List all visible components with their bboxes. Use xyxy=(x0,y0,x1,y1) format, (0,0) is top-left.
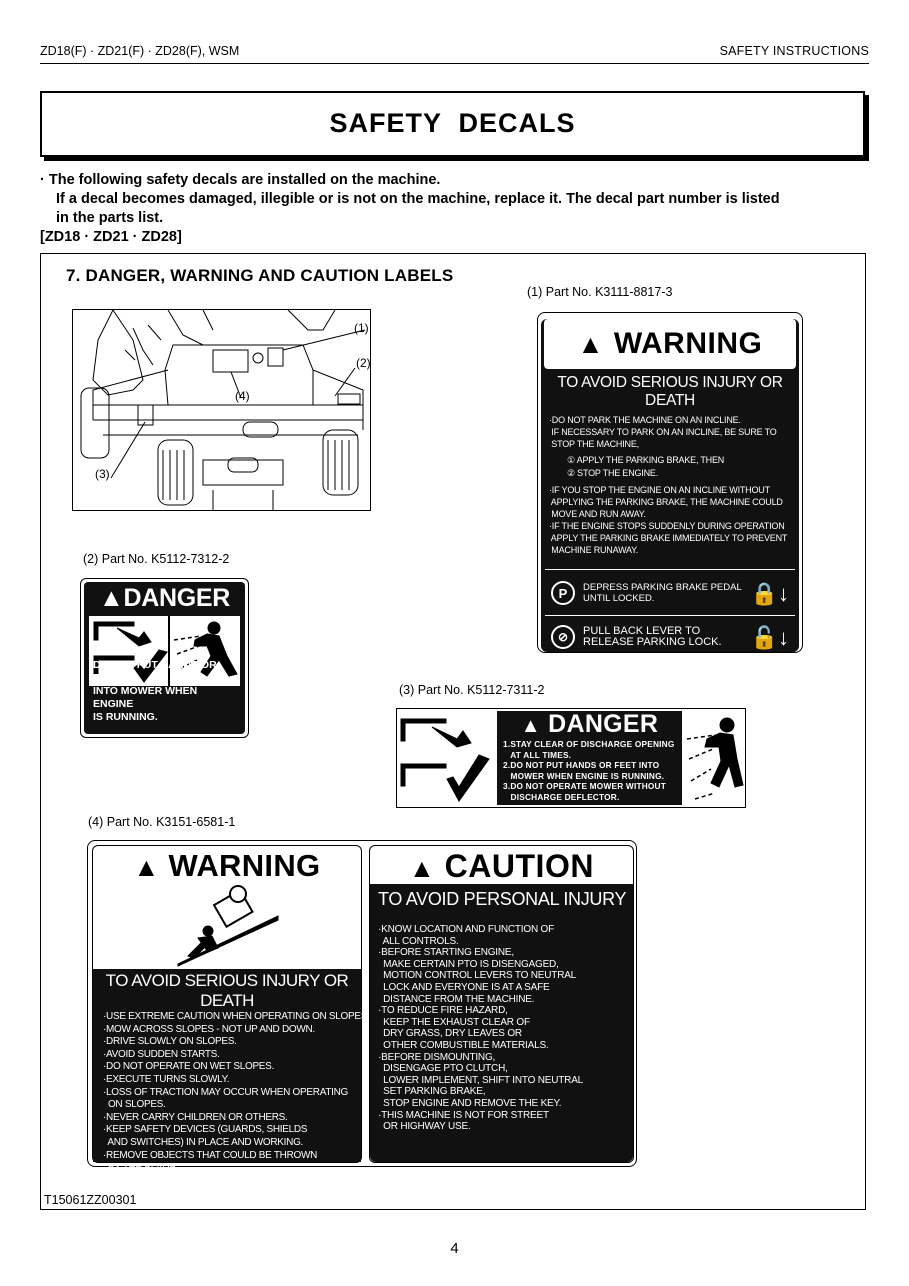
decal4-warning-line: ON SLOPES. xyxy=(103,1099,166,1111)
decal2-line: INTO MOWER WHEN ENGINE xyxy=(93,685,198,710)
decal3-line: 3.DO NOT OPERATE MOWER WITHOUT xyxy=(503,781,667,791)
warning-triangle-icon: ▲ xyxy=(577,328,604,359)
parking-release-icon: ⊘ xyxy=(551,625,575,649)
decal4-warning-line: AND SWITCHES) IN PLACE AND WORKING. xyxy=(103,1136,304,1148)
decal4-warning-line: READ AND UNDERSTAND OPERATOR'S MANUAL. xyxy=(103,1174,341,1186)
decal4-caution-line: SET PARKING BRAKE, xyxy=(378,1086,486,1098)
decal4-caution-line: LOWER IMPLEMENT, SHIFT INTO NEUTRAL xyxy=(378,1074,584,1086)
decal2-line: IS RUNNING. xyxy=(93,711,158,723)
decal4-caution-line: LOCK AND EVERYONE IS AT A SAFE xyxy=(378,981,550,993)
decal3-line: MOWER WHEN ENGINE IS RUNNING. xyxy=(503,770,665,781)
decal4-warning-line: ·USE EXTREME CAUTION WHEN OPERATING ON SLOPES. xyxy=(103,1011,370,1022)
decal1-line: MOVE AND RUN AWAY. xyxy=(549,509,646,519)
mower-hand-pictogram xyxy=(397,709,497,809)
decal4-caution-line: MOTION CONTROL LEVERS TO NEUTRAL xyxy=(378,970,577,982)
callout-3: (3) xyxy=(95,467,110,481)
decal2-heading: DANGER xyxy=(123,584,230,612)
decal4-caution-line: KEEP THE EXHAUST CLEAR OF xyxy=(378,1016,530,1028)
decal4-warning-heading: WARNING xyxy=(168,848,321,883)
decal3-center xyxy=(497,711,682,805)
header-model: ZD18(F) · ZD21(F) · ZD28(F), WSM xyxy=(40,44,240,58)
decal4-caution-line: ·KNOW LOCATION AND FUNCTION OF xyxy=(378,924,555,935)
decal3-line: DISCHARGE DEFLECTOR. xyxy=(503,791,620,802)
decal4-caution-line: ·THIS MACHINE IS NOT FOR STREET xyxy=(378,1109,549,1121)
rollover-pictogram xyxy=(178,886,278,966)
decal1-line: STOP THE MACHINE, xyxy=(549,439,639,449)
decal4-caution-line: MAKE CERTAIN PTO IS DISENGAGED, xyxy=(378,958,559,970)
decal1-line: IF NECESSARY TO PARK ON AN INCLINE, BE SURE TO xyxy=(549,427,777,437)
decal3-line: AT ALL TIMES. xyxy=(503,749,572,760)
decal1-release-row xyxy=(541,617,799,657)
decal1-box2-line2: RELEASE PARKING LOCK. xyxy=(583,636,722,648)
decal1-line: ·IF THE ENGINE STOPS SUDDENLY DURING OPERATION xyxy=(549,521,785,531)
danger-triangle-icon: ▲ xyxy=(520,715,541,737)
parking-brake-icon: P xyxy=(551,581,575,605)
decal4-caution-line: ·TO REDUCE FIRE HAZARD, xyxy=(378,1005,508,1017)
decal2-caption: (2) Part No. K5112-7312-2 xyxy=(83,552,230,566)
callout-4: (4) xyxy=(235,389,250,403)
page-title: SAFETY DECALS xyxy=(329,108,576,138)
danger-triangle-icon: ▲ xyxy=(99,584,124,612)
decal4-warning-line: ·MOW ACROSS SLOPES - NOT UP AND DOWN. xyxy=(103,1023,315,1035)
decal4-warning-subheading: TO AVOID SERIOUS INJURY OR DEATH xyxy=(105,971,349,1010)
decal4-warning-caution xyxy=(87,840,637,1186)
thrown-object-pictogram xyxy=(685,709,745,809)
pedal-lock-icon: 🔒↓ xyxy=(750,580,789,606)
warning-triangle-icon: ▲ xyxy=(133,852,160,882)
decal4-warning-line: ·LOSS OF TRACTION MAY OCCUR WHEN OPERATING xyxy=(103,1086,349,1098)
decal1-box1-line1: DEPRESS PARKING BRAKE PEDAL xyxy=(583,582,742,593)
decal4-caution-line: OTHER COMBUSTIBLE MATERIALS. xyxy=(378,1039,549,1051)
section-title: 7. DANGER, WARNING AND CAUTION LABELS xyxy=(66,266,454,285)
machine-location-figure xyxy=(72,309,371,511)
decal4-caption: (4) Part No. K3151-6581-1 xyxy=(88,815,236,829)
decal4-caution-line: ALL CONTROLS. xyxy=(378,935,459,947)
decal4-caution-header xyxy=(370,846,633,885)
decal3-heading: DANGER xyxy=(548,710,659,738)
decal1-line: ·DO NOT PARK THE MACHINE ON AN INCLINE. xyxy=(549,415,741,425)
decal1-line: MACHINE RUNAWAY. xyxy=(549,545,639,555)
decal1-step-1: ① APPLY THE PARKING BRAKE, THEN xyxy=(567,455,725,465)
decal4-caution-subheading: TO AVOID PERSONAL INJURY xyxy=(378,889,627,909)
decal1-warning xyxy=(537,312,803,653)
intro-models: [ZD18 · ZD21 · ZD28] xyxy=(40,229,182,245)
decal1-heading: WARNING xyxy=(613,327,763,360)
decal1-subheading: TO AVOID SERIOUS INJURY OR DEATH xyxy=(557,374,783,409)
decal4-warning-body xyxy=(93,969,370,1186)
decal4-warning-line: ·DRIVE SLOWLY ON SLOPES. xyxy=(103,1036,237,1048)
lever-release-icon: 🔓↓ xyxy=(750,624,789,650)
intro-line-1: · The following safety decals are installed on the machine. xyxy=(40,172,441,188)
machine-drawing xyxy=(73,310,372,512)
decal4-caution-line: DISENGAGE PTO CLUTCH, xyxy=(378,1063,508,1075)
decal4-warning-panel xyxy=(92,845,370,1186)
decal3-header xyxy=(497,711,682,739)
header-section: SAFETY INSTRUCTIONS xyxy=(719,44,869,58)
decal1-box1-line2: UNTIL LOCKED. xyxy=(583,593,655,604)
decal1-step-2: ② STOP THE ENGINE. xyxy=(567,468,658,478)
decal4-caution-line: STOP ENGINE AND REMOVE THE KEY. xyxy=(378,1097,562,1109)
decal4-caution-line: OR HIGHWAY USE. xyxy=(378,1121,471,1133)
intro-line-2: If a decal becomes damaged, illegible or is not on the machine, replace it. The decal part number is listed xyxy=(56,191,780,207)
intro-line-3: in the parts list. xyxy=(56,210,164,226)
decal1-line: APPLYING THE PARKING BRAKE, THE MACHINE COULD xyxy=(549,497,783,507)
page-number: 4 xyxy=(450,1240,459,1257)
decal1-header xyxy=(544,319,796,369)
decal4-warning-list xyxy=(93,1011,370,1187)
decal1-line: ·IF YOU STOP THE ENGINE ON AN INCLINE WITHOUT xyxy=(549,485,770,495)
decal1-brake-row xyxy=(541,573,799,613)
intro-text xyxy=(40,171,780,247)
decal2-header xyxy=(84,582,245,613)
decal4-caution-body xyxy=(370,884,633,1162)
callout-1: (1) xyxy=(354,321,369,335)
decal1-line: APPLY THE PARKING BRAKE IMMEDIATELY TO PREVENT xyxy=(549,533,788,543)
decal4-caution-line: ·BEFORE DISMOUNTING, xyxy=(378,1051,496,1063)
decal4-warning-line: ·DO NOT OPERATE ON WET SLOPES. xyxy=(103,1061,275,1073)
decal3-line: 2.DO NOT PUT HANDS OR FEET INTO xyxy=(503,760,660,770)
decal2-body xyxy=(93,659,239,724)
decal4-warning-line: ·NEVER CARRY CHILDREN OR OTHERS. xyxy=(103,1111,288,1123)
decal4-warning-line: ·AVOID SUDDEN STARTS. xyxy=(103,1048,220,1060)
decal4-caution-line: ·BEFORE STARTING ENGINE, xyxy=(378,947,514,959)
decal4-warning-line: ·EXECUTE TURNS SLOWLY. xyxy=(103,1073,230,1085)
decal3-body xyxy=(497,739,682,802)
decal1-box2-line1: PULL BACK LEVER TO xyxy=(583,625,701,637)
decal1-caption: (1) Part No. K3111-8817-3 xyxy=(527,285,673,299)
decal4-caution-list xyxy=(370,910,633,1133)
decal4-caution-line: DRY GRASS, DRY LEAVES OR xyxy=(378,1028,522,1040)
caution-triangle-icon: ▲ xyxy=(409,853,436,883)
decal2-line: DO NOT PUT HANDS OR FEET xyxy=(93,659,217,684)
page-title-box xyxy=(40,91,865,157)
decal4-warning-header xyxy=(93,846,361,884)
decal3-line: 1.STAY CLEAR OF DISCHARGE OPENING xyxy=(503,739,675,749)
decal4-warning-line: ·REMOVE OBJECTS THAT COULD BE THROWN xyxy=(103,1149,318,1161)
decal1-divider xyxy=(545,569,795,570)
decal4-caution-line: DISTANCE FROM THE MACHINE. xyxy=(378,993,535,1005)
decal2-danger xyxy=(80,578,249,738)
decal4-warning-line: BY THE BLADE. xyxy=(103,1162,179,1174)
header-rule xyxy=(40,63,869,64)
callout-2: (2) xyxy=(356,356,371,370)
decal3-danger xyxy=(396,708,746,808)
decal3-caption: (3) Part No. K5112-7311-2 xyxy=(399,683,545,697)
decal4-caution-panel xyxy=(369,845,634,1163)
figure-code: T15061ZZ00301 xyxy=(44,1193,137,1207)
decal4-warning-line: ·KEEP SAFETY DEVICES (GUARDS, SHIELDS xyxy=(103,1124,308,1136)
decal1-divider xyxy=(545,615,795,616)
decal4-caution-heading: CAUTION xyxy=(444,848,594,884)
decal1-body xyxy=(541,410,799,556)
